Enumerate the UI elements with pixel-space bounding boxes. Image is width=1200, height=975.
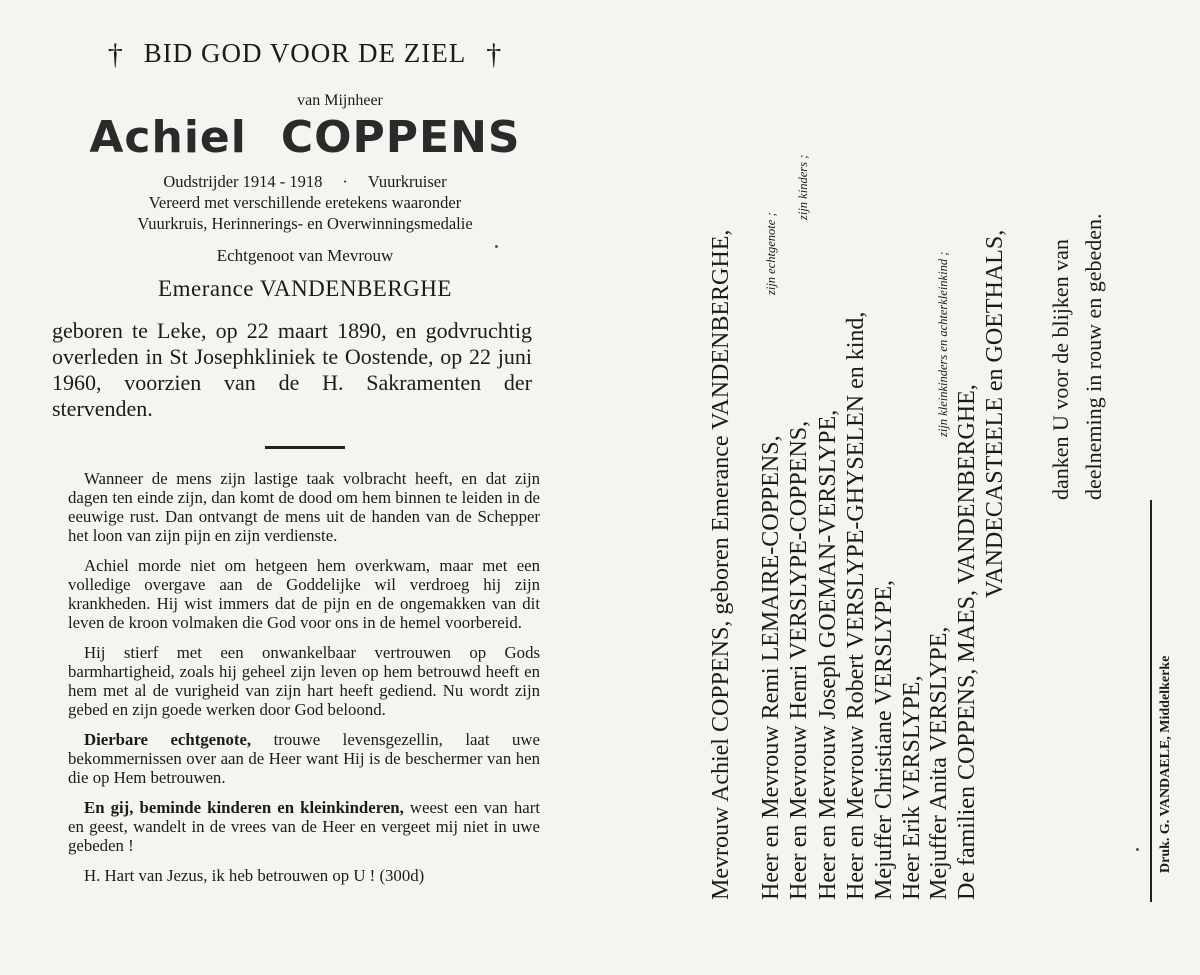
spouse-intro: Echtgenoot van Mevrouw (216, 246, 394, 265)
children-note: zijn kinders ; (796, 154, 810, 220)
birth-death-text: geboren te Leke, op 22 maart 1890, en godvruchtig overleden in St Josephkliniek te Oostende, op 22 juni 1960, voorzien van de H. Sakramenten der stervenden. (52, 318, 532, 421)
honours (40, 171, 570, 234)
heading-text: BID GOD VOOR DE ZIEL (143, 38, 467, 68)
thanks-line-1: danken U voor de blijken van (1048, 239, 1073, 500)
spouse-name: Emerance VANDENBERGHE (158, 276, 452, 301)
grandchild-line-1: Heer en Mevrouw Joseph GOEMAN-VERSLYPE, (815, 409, 841, 900)
vuurkruiser-label: Vuurkruiser (367, 172, 447, 191)
deceased-name (40, 112, 570, 163)
honours-line-2: Vereerd met verschillende eretekens waaronder (148, 193, 462, 212)
first-name: Achiel (89, 112, 247, 163)
family-line-1: De familien COPPENS, MAES, VANDENBERGHE, (954, 384, 980, 900)
child-line-2: Heer en Mevrouw Henri VERSLYPE-COPPENS, (786, 420, 812, 900)
divider (265, 446, 345, 449)
spouse-note: zijn echtgenote ; (764, 212, 778, 295)
paragraph-3: Hij stierf met een onwankelbaar vertrouwen op Gods barmhartigheid, zoals hij geheel zijn leven op hem betrouwd heeft en hem met al de vurigheid van zijn hart heeft gediend. Nu wordt zijn gebed en zijn goede werken door God beloond. (68, 643, 540, 719)
honours-line-1 (40, 171, 570, 192)
child-line-1: Heer en Mevrouw Remi LEMAIRE-COPPENS, (758, 435, 784, 900)
cross-icon: † (107, 38, 124, 71)
paragraph-1: Wanneer de mens zijn lastige taak volbracht heeft, en dat zijn dagen ten einde zijn, dan komt de dood om hem binnen te leiden in de eeuwige rust. Dan ontvangt de mens uit de handen van de Schepper het loon van zijn pijn en zijn verdienste. (68, 469, 540, 545)
printer-rule (1150, 500, 1152, 902)
paragraph-4-bold: Dierbare echtgenote, (84, 730, 252, 749)
thanks-line-2: deelneming in rouw en gebeden. (1081, 213, 1106, 500)
grandchild-line-5: Mejuffer Anita VERSLYPE, (926, 626, 952, 900)
veteran-label: Oudstrijder 1914 - 1918 (163, 172, 323, 191)
paragraph-5-rest: weest een van hart en geest, wandelt in de vrees van de Heer en vergeet mij niet in uwe gebeden ! (68, 798, 540, 855)
honours-line-3: Vuurkruis, Herinnerings- en Overwinningsmedalie (137, 214, 473, 233)
speck (495, 245, 498, 248)
paragraph-4-rest: trouwe levensgezellin, laat uwe bekommernissen over aan de Heer want Hij is de beschermer van hen die op Hem betrouwen. (68, 730, 540, 787)
grandchildren-note: zijn kleinkinders en achterkleinkind ; (936, 251, 950, 437)
printer-credit: Druk. G. VANDAELE, Middelkerke (1158, 655, 1173, 873)
mijnheer-label: van Mijnheer (297, 92, 383, 109)
cross-icon: † (486, 38, 503, 71)
paragraph-4 (68, 730, 540, 787)
separator: · (342, 172, 348, 191)
widow-line: Mevrouw Achiel COPPENS, geboren Emerance VANDENBERGHE, (708, 229, 734, 900)
family-line-2: VANDECASTEELE en GOETHALS, (982, 229, 1008, 598)
paragraph-5 (68, 798, 540, 855)
heading (40, 38, 570, 72)
prayer-text (68, 469, 540, 885)
paragraph-6: H. Hart van Jezus, ik heb betrouwen op U ! (300d) (84, 866, 425, 885)
grandchild-line-2: Heer en Mevrouw Robert VERSLYPE-GHYSELEN en kind, (843, 311, 869, 900)
left-page (40, 30, 570, 896)
last-name: COPPENS (280, 112, 521, 163)
grandchild-line-4: Heer Erik VERSLYPE, (899, 675, 925, 900)
paragraph-2: Achiel morde niet om hetgeen hem overkwam, maar met een volledige overgave aan de Goddelijke wil verdroeg hij zijn krankheden. Hij wist immers dat de pijn en de ongemakken van dit leven de kroon volmaken die God voor ons in de hemel voorbereid. (68, 556, 540, 632)
speck (1136, 848, 1139, 851)
paragraph-5-bold: En gij, beminde kinderen en kleinkinderen, (84, 798, 404, 817)
grandchild-line-3: Mejuffer Christiane VERSLYPE, (871, 579, 897, 900)
